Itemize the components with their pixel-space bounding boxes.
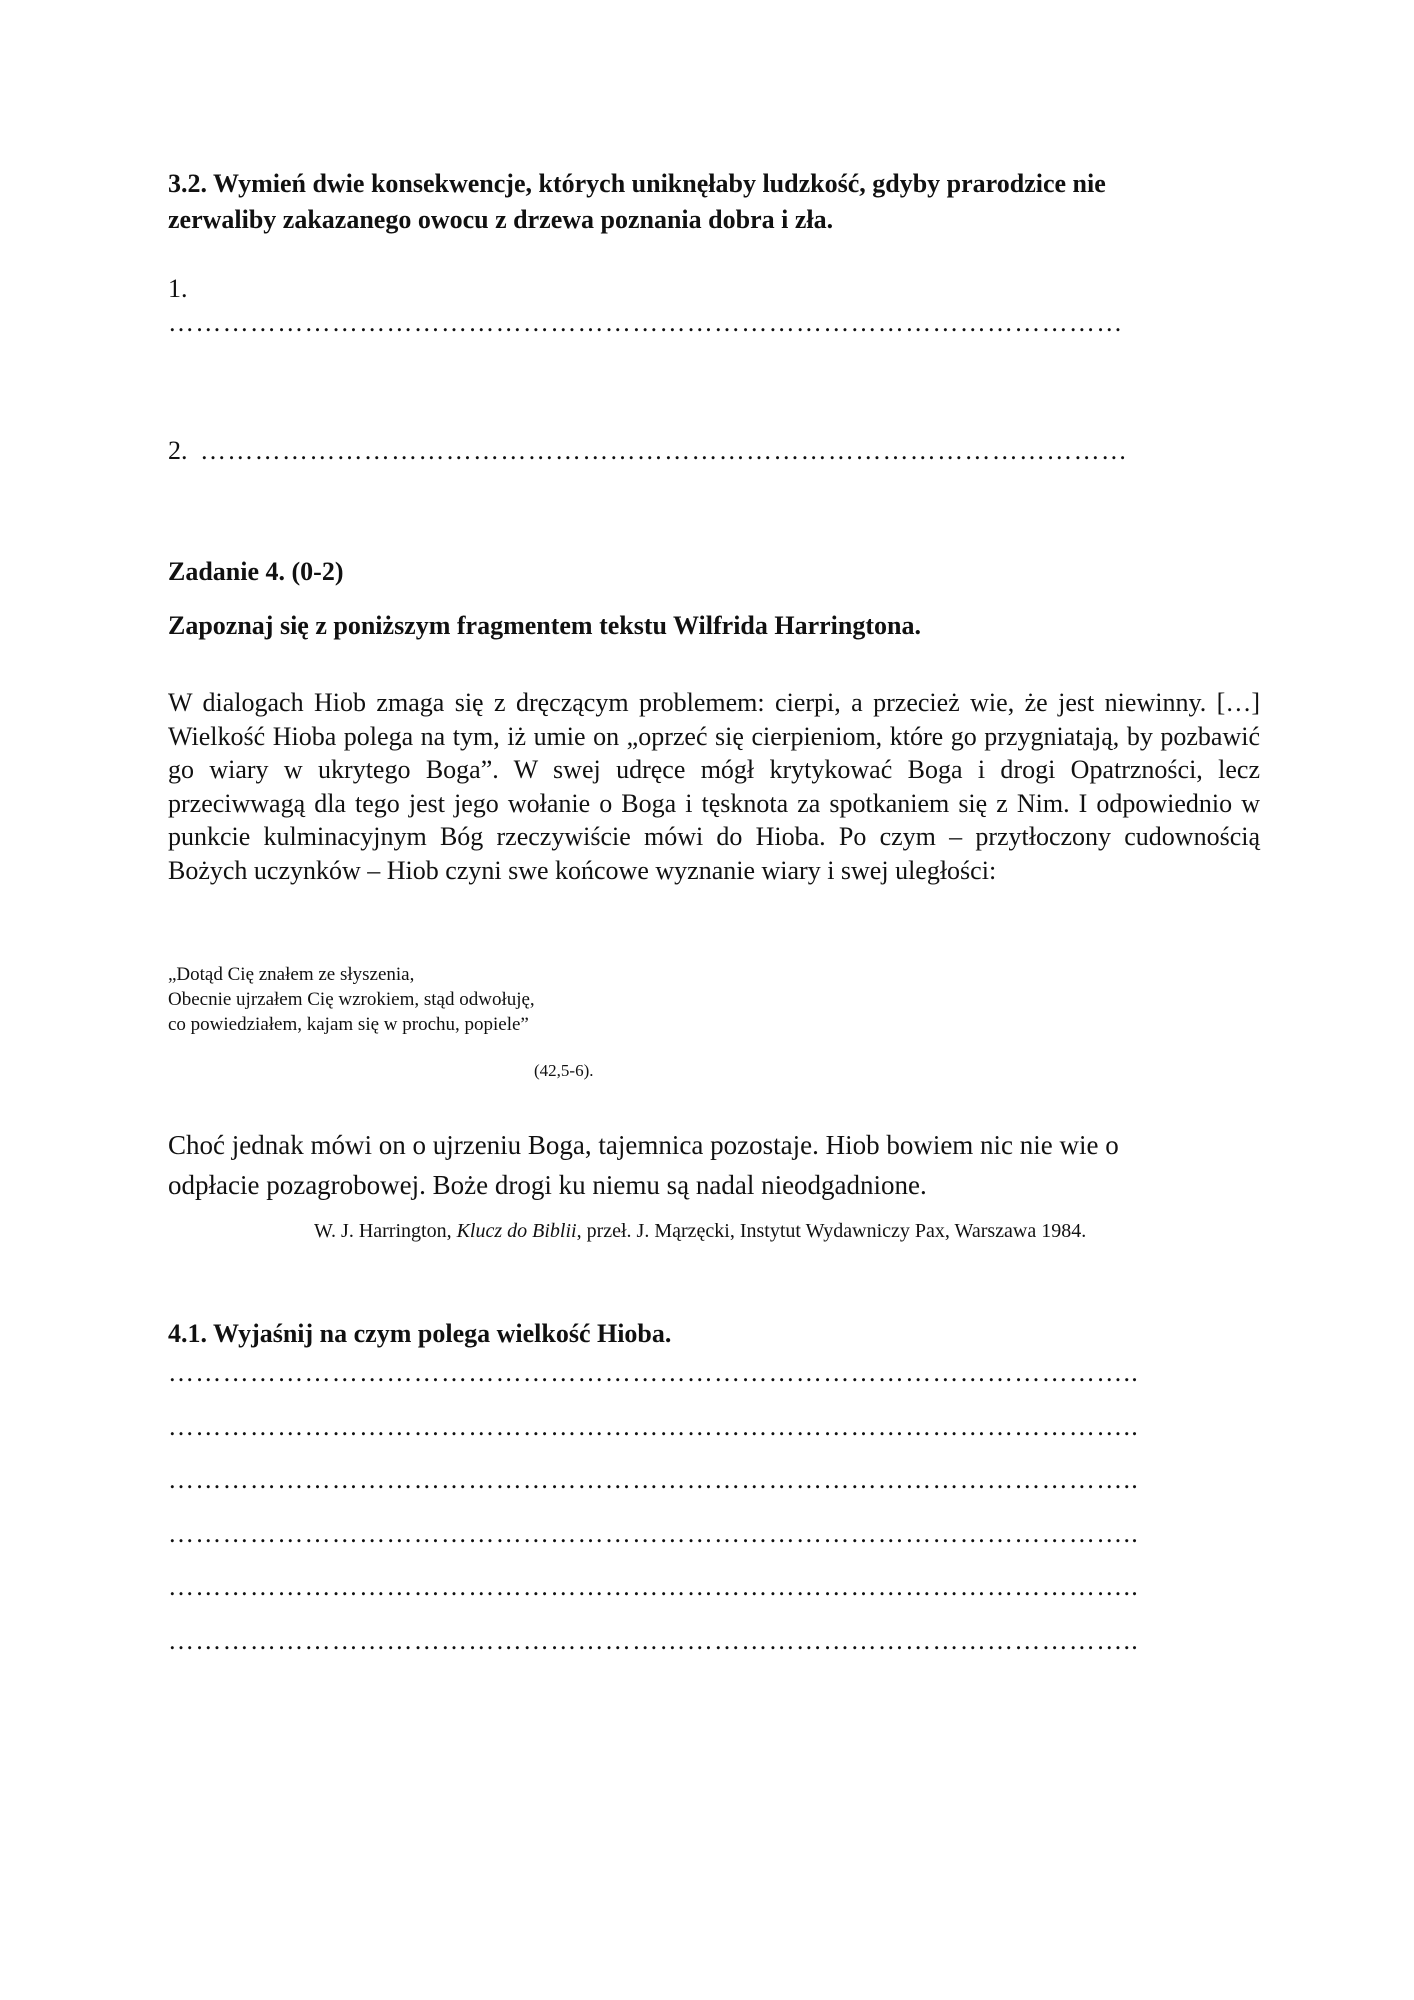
quote-reference: (42,5-6). (534, 1061, 594, 1080)
source-citation (314, 1218, 1086, 1244)
citation-publisher: , przeł. J. Mąrzęcki, Instytut Wydawniczy Pax, Warszawa 1984. (576, 1220, 1087, 1242)
question-3-2-heading-line1: 3.2. Wymień dwie konsekwencje, których uniknęłaby ludzkość, gdyby prarodzice nie (168, 169, 1106, 198)
answer-1-label: 1. (168, 274, 188, 303)
passage-text: W dialogach Hiob zmaga się z dręczącym problemem: cierpi, a przecież wie, że jest niewinny. […] Wielkość Hioba polega na tym, iż umie on „oprzeć się cierpieniom, które go przygniatają, by pozbawić go wiary w ukrytego Boga”. W swej udręce mógł krytykować Boga i drogi Opatrzności, lecz przeciwwagą dla tego jest jego wołanie o Boga i tęsknota za spotkaniem się z Nim. I odpowiednio w punkcie kulminacyjnym Bóg rzeczywiście mówi do Hioba. Po czym – przytłoczony cudownością Bożych uczynków – Hiob czyni swe końcowe wyznanie wiary i swej uległości: (168, 688, 1260, 885)
harrington-passage (168, 686, 1260, 887)
citation-author: W. J. Harrington, (314, 1220, 457, 1242)
closing-line-1: Choć jednak mówi on o ujrzeniu Boga, tajemnica pozostaje. Hiob bowiem nic nie wie o (168, 1130, 1119, 1160)
answer-line[interactable]: …………………………………………………………………………………………….. (168, 1358, 1140, 1387)
job-quote (168, 962, 535, 1037)
answer-line[interactable]: …………………………………………………………………………………………….. (168, 1625, 1140, 1655)
task-4-instruction: Zapoznaj się z poniższym fragmentem tekstu Wilfrida Harringtona. (168, 611, 921, 640)
answer-2-label: 2. (168, 436, 188, 465)
answer-line[interactable]: …………………………………………………………………………………………….. (168, 1465, 1140, 1494)
quote-line-2: Obecnie ujrzałem Cię wzrokiem, stąd odwołuję, (168, 989, 535, 1010)
answer-1-line[interactable]: …………………………………………………………………………………………… (168, 308, 1124, 337)
answer-line[interactable]: …………………………………………………………………………………………….. (168, 1518, 1140, 1548)
closing-line-2: odpłacie pozagrobowej. Boże drogi ku niemu są nadal nieodgadnione. (168, 1170, 927, 1200)
answer-2-line[interactable]: ………………………………………………………………………………………… (200, 436, 1129, 465)
passage-closing (168, 1125, 1260, 1205)
answer-line[interactable]: …………………………………………………………………………………………….. (168, 1572, 1140, 1601)
quote-line-1: „Dotąd Cię znałem ze słyszenia, (168, 964, 415, 985)
question-4-1-heading: 4.1. Wyjaśnij na czym polega wielkość Hioba. (168, 1319, 672, 1348)
question-3-2-heading-line2: zerwaliby zakazanego owocu z drzewa poznania dobra i zła. (168, 205, 834, 234)
answer-line[interactable]: …………………………………………………………………………………………….. (168, 1411, 1140, 1441)
citation-book-title: Klucz do Biblii (456, 1220, 577, 1242)
question-4-1-answer-area (168, 1356, 1139, 1677)
task-4-title: Zadanie 4. (0-2) (168, 557, 344, 586)
quote-line-3: co powiedziałem, kajam się w prochu, popiele” (168, 1014, 529, 1035)
